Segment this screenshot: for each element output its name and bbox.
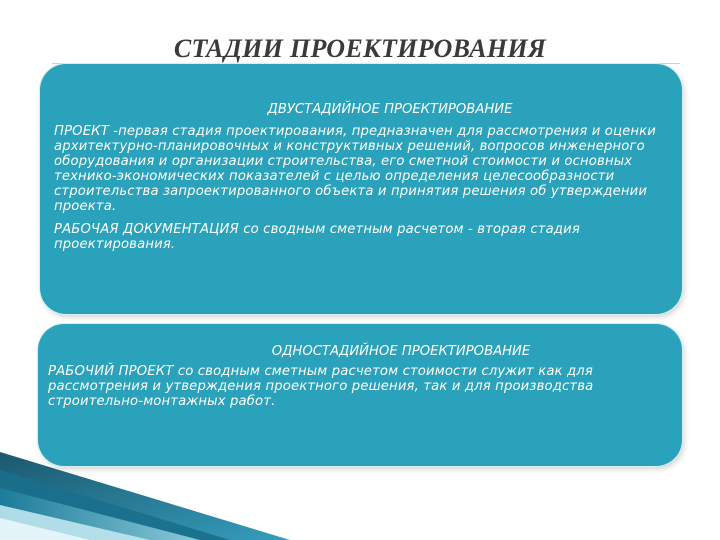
- two-stage-card: [40, 64, 682, 314]
- two-stage-heading: ДВУСТАДИЙНОЕ ПРОЕКТИРОВАНИЕ: [267, 102, 513, 117]
- one-stage-heading: ОДНОСТАДИЙНОЕ ПРОЕКТИРОВАНИЕ: [271, 344, 531, 359]
- one-stage-card: [38, 324, 682, 466]
- working-project-text: РАБОЧИЙ ПРОЕКТ со сводным сметным расчетом стоимости служит как для рассмотрения и утверждения проектного решения, так и для производства строительно-монтажных работ.: [48, 364, 594, 409]
- slide-title: СТАДИИ ПРОЕКТИРОВАНИЯ: [173, 34, 547, 63]
- project-stage-text: ПРОЕКТ -первая стадия проектирования, предназначен для рассмотрения и оценки архитектурно-планировочных и конструктивных решений, вопросов инженерного оборудования и организации строительства, его сметной стоимости и основных технико-экономических показателей с целью определения целесообразности строительства запроектированного объекта и принятия решения об утверждении проекта.: [54, 124, 657, 214]
- working-docs-text: РАБОЧАЯ ДОКУМЕНТАЦИЯ со сводным сметным расчетом - вторая стадия проектирования.: [54, 222, 580, 252]
